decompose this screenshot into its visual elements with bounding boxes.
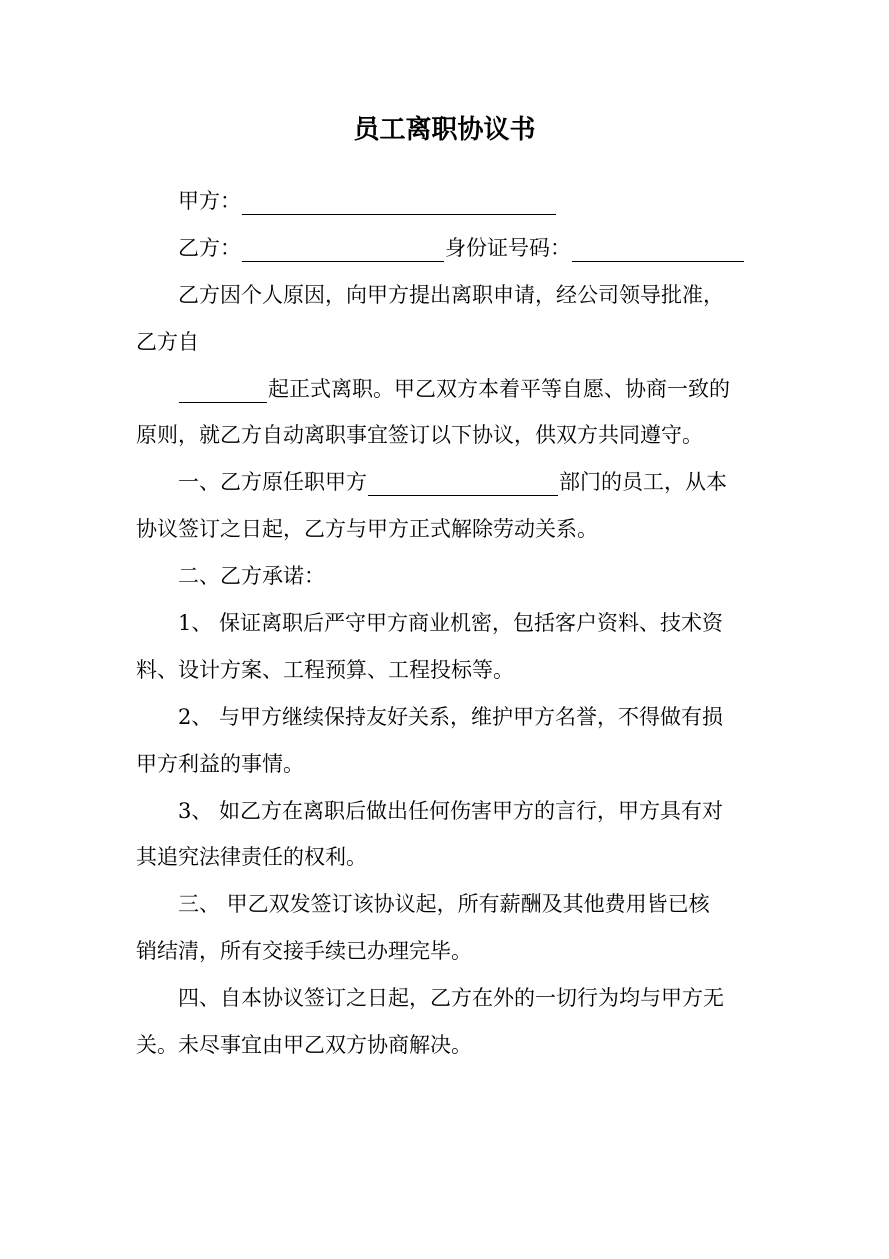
department-blank[interactable] — [368, 474, 558, 496]
clause-1-line-2: 协议签订之日起，乙方与甲方正式解除劳动关系。 — [136, 517, 598, 542]
clause-1-text-a: 一、乙方原任职甲方 — [178, 470, 367, 495]
clause-2-2-line-2: 甲方利益的事情。 — [136, 751, 304, 776]
intro-line-4: 原则，就乙方自动离职事宜签订以下协议，供双方共同遵守。 — [136, 423, 703, 448]
clause-1-text-b: 部门的员工，从本 — [559, 470, 727, 495]
document-title: 员工离职协议书 — [353, 115, 536, 145]
id-number-label: 身份证号码： — [445, 235, 571, 260]
intro-line-1: 乙方因个人原因，向甲方提出离职申请，经公司领导批准， — [178, 282, 724, 307]
clause-4-line-2: 关。未尽事宜由甲乙双方协商解决。 — [136, 1033, 472, 1058]
clause-2-3-line-1: 3、 如乙方在离职后做出任何伤害甲方的言行，甲方具有对 — [178, 798, 724, 823]
clause-3-line-1: 三、 甲乙双发签订该协议起，所有薪酬及其他费用皆已核 — [178, 892, 710, 917]
intro-line-3 — [136, 366, 756, 413]
clause-2-1-line-2: 料、设计方案、工程预算、工程投标等。 — [136, 657, 514, 682]
party-b-label: 乙方： — [178, 235, 241, 260]
id-number-blank[interactable] — [572, 240, 744, 262]
clause-3-line-2: 销结清，所有交接手续已办理完毕。 — [136, 939, 472, 964]
clause-1-line-1 — [136, 459, 756, 506]
intro-line-3-text: 起正式离职。甲乙双方本着平等自愿、协商一致的 — [268, 376, 730, 401]
party-a-line — [136, 178, 756, 225]
party-a-blank[interactable] — [242, 193, 556, 215]
party-a-label: 甲方： — [178, 189, 241, 213]
party-b-blank[interactable] — [242, 240, 444, 262]
clause-2-heading: 二、乙方承诺： — [178, 564, 325, 589]
clause-2-1-line-1: 1、 保证离职后严守甲方商业机密，包括客户资料、技术资 — [178, 611, 724, 636]
document-body — [136, 178, 756, 1069]
clause-2-3-line-2: 其追究法律责任的权利。 — [136, 845, 367, 870]
clause-2-2-line-1: 2、 与甲方继续保持友好关系，维护甲方名誉，不得做有损 — [178, 704, 724, 729]
intro-line-2: 乙方自 — [136, 329, 199, 354]
party-b-line — [136, 225, 756, 272]
leave-date-blank[interactable] — [179, 381, 267, 403]
clause-4-line-1: 四、自本协议签订之日起，乙方在外的一切行为均与甲方无 — [178, 986, 724, 1011]
